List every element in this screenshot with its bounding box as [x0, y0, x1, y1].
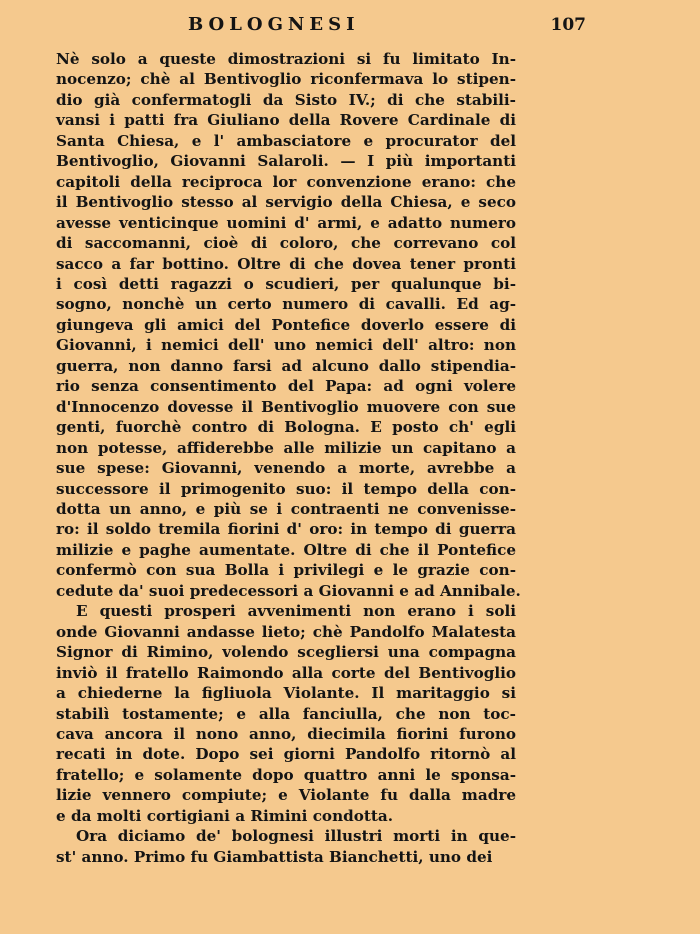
text-line: Signor di Rimino, volendo scegliersi una compagna [56, 643, 516, 662]
text-line: cava ancora il nono anno, diecimila fiorini furono [56, 724, 516, 743]
text-line: a chiederne la figliuola Violante. Il maritaggio si [56, 684, 516, 703]
text-line: nocenzo; chè al Bentivoglio riconfermava lo stipen- [56, 70, 516, 89]
text-line: recati in dote. Dopo sei giorni Pandolfo ritornò al [56, 745, 516, 764]
text-line: dotta un anno, e più se i contraenti ne convenisse- [56, 499, 516, 518]
text-line: i così detti ragazzi o scudieri, per qualunque bi- [56, 274, 516, 293]
text-line: successore il primogenito suo: il tempo della con- [56, 479, 516, 498]
text-line: st' anno. Primo fu Giambattista Bianchetti, uno dei [56, 847, 493, 866]
text-line: ro: il soldo tremila fiorini d' oro: in tempo di guerra [56, 520, 516, 539]
text-line: Giovanni, i nemici dell' uno nemici dell' altro: non [56, 336, 516, 355]
text-line: sue spese: Giovanni, venendo a morte, avrebbe a [56, 459, 516, 478]
text-line: Nè solo a queste dimostrazioni si fu limitato In- [56, 50, 516, 68]
text-line: avesse venticinque uomini d' armi, e adatto numero [56, 213, 516, 232]
text-line: Santa Chiesa, e l' ambasciatore e procurator del [56, 131, 516, 150]
text-line: capitoli della reciproca lor convenzione erano: che [56, 172, 516, 191]
text-line: E questi prosperi avvenimenti non erano i soli [76, 602, 516, 621]
text-line: milizie e paghe aumentate. Oltre di che il Pontefice [56, 540, 516, 559]
text-line: guerra, non danno farsi ad alcuno dallo stipendia- [56, 356, 516, 375]
text-line: confermò con sua Bolla i privilegi e le grazie con- [56, 561, 516, 580]
running-title: BOLOGNESI [188, 14, 360, 35]
text-line: giungeva gli amici del Pontefice doverlo essere di [56, 315, 516, 334]
text-line: lizie vennero compiute; e Violante fu dalla madre [56, 786, 516, 805]
text-line: d'Innocenzo dovesse il Bentivoglio muovere con sue [56, 397, 516, 416]
text-line: Bentivoglio, Giovanni Salaroli. — I più importanti [56, 152, 516, 171]
text-line: dio già confermatogli da Sisto IV.; di che stabili- [56, 90, 516, 109]
body-text [56, 49, 521, 867]
page-header [60, 14, 620, 40]
text-line: Ora diciamo de' bolognesi illustri morti in que- [76, 827, 516, 846]
text-line: non potesse, affiderebbe alle milizie un capitano a [56, 438, 516, 457]
text-line: sacco a far bottino. Oltre di che dovea tener pronti [56, 254, 516, 273]
paragraph [56, 49, 521, 601]
text-line: genti, fuorchè contro di Bologna. E posto ch' egli [56, 418, 516, 437]
text-line: sogno, nonchè un certo numero di cavalli. Ed ag- [56, 295, 516, 314]
text-line: vansi i patti fra Giuliano della Rovere Cardinale di [56, 111, 516, 130]
text-line: di saccomanni, cioè di coloro, che correvano col [56, 234, 516, 253]
text-line: il Bentivoglio stesso al servigio della Chiesa, e seco [56, 193, 516, 212]
text-line: inviò il fratello Raimondo alla corte del Bentivoglio [56, 663, 516, 682]
paragraph [56, 826, 516, 867]
paragraph [56, 601, 516, 826]
text-line: stabilì tostamente; e alla fanciulla, che non toc- [56, 704, 516, 723]
text-line: rio senza consentimento del Papa: ad ogni volere [56, 377, 516, 396]
text-line: cedute da' suoi predecessori a Giovanni e ad Annibale. [56, 581, 521, 600]
page-number: 107 [550, 15, 586, 35]
text-line: onde Giovanni andasse lieto; chè Pandolfo Malatesta [56, 622, 516, 641]
text-line: fratello; e solamente dopo quattro anni le sponsa- [56, 765, 516, 784]
text-line: e da molti cortigiani a Rimini condotta. [56, 806, 394, 825]
